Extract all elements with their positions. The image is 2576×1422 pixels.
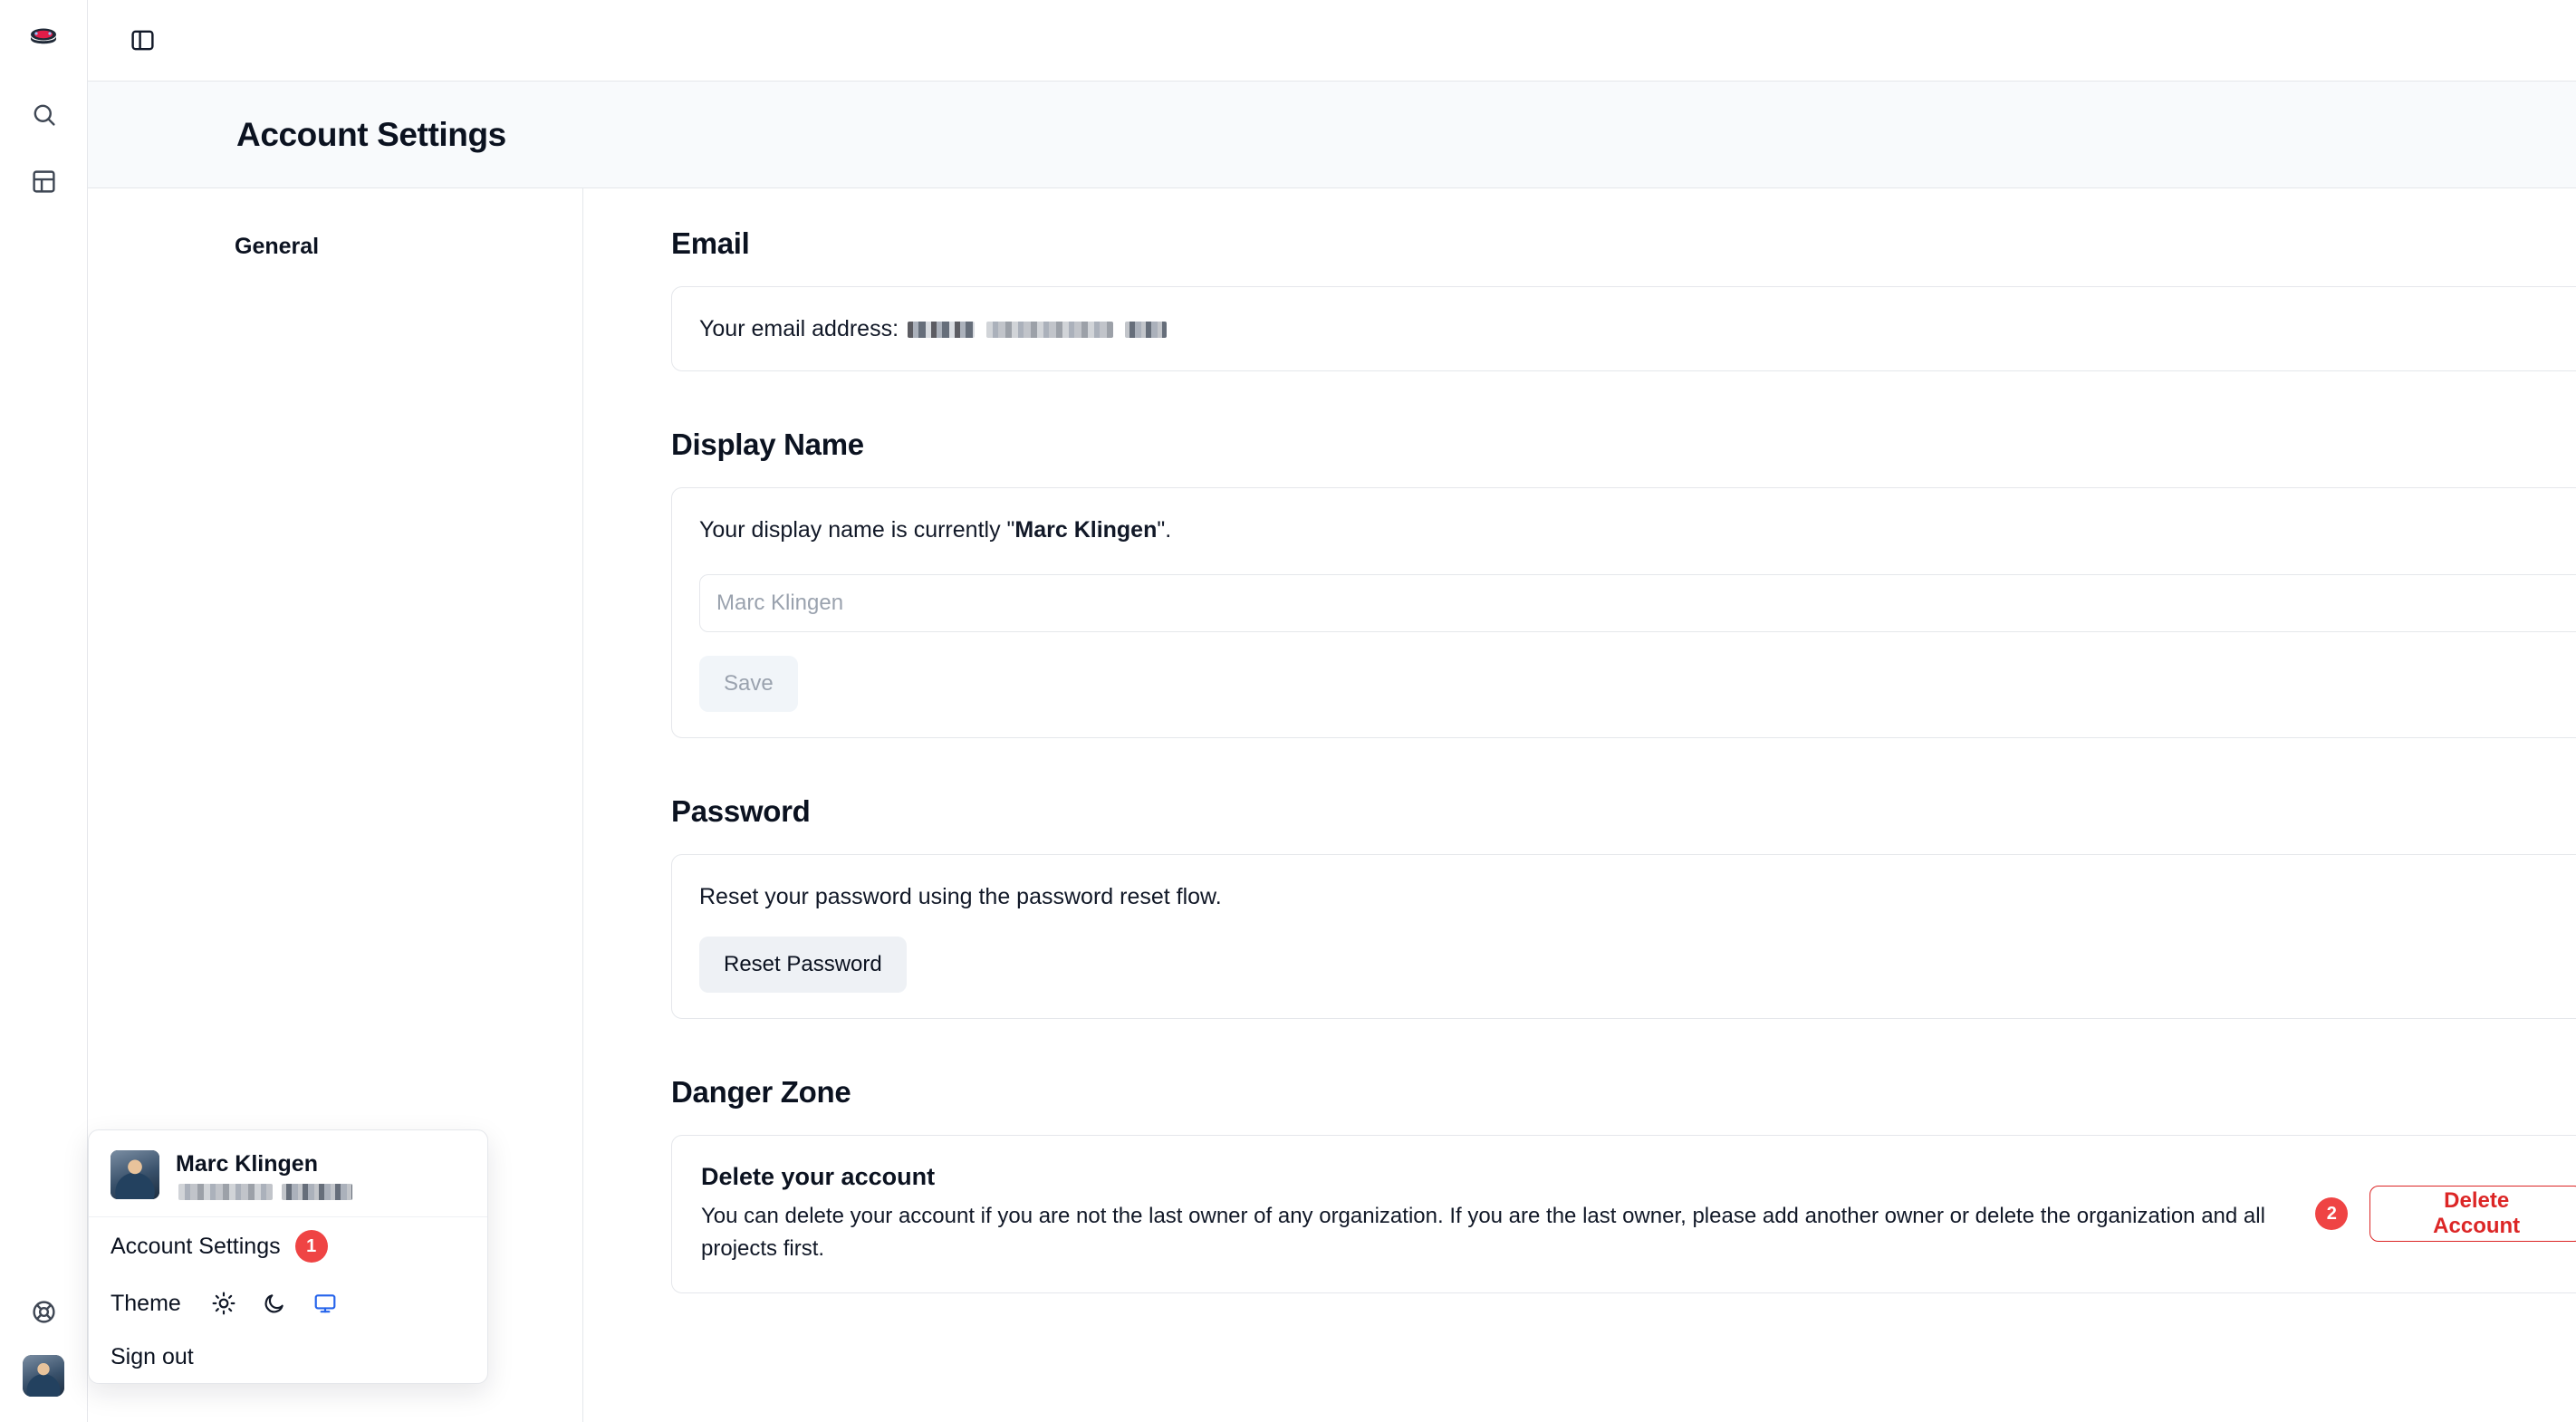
delete-account-card (671, 1135, 2576, 1293)
icon-rail (0, 0, 88, 1422)
grid-icon[interactable] (20, 158, 67, 205)
email-redacted-part-3 (1125, 322, 1167, 338)
settings-content (583, 188, 2576, 1422)
save-button[interactable]: Save (699, 656, 798, 712)
display-name-description (699, 514, 2576, 546)
menu-item-sign-out-label: Sign out (111, 1344, 194, 1369)
email-redacted-part-1 (908, 322, 975, 338)
page-title: Account Settings (236, 115, 506, 153)
popover-avatar (111, 1150, 159, 1199)
email-redacted-part-2 (986, 322, 1113, 338)
moon-icon[interactable] (259, 1288, 290, 1319)
page-header (88, 82, 2576, 188)
annotation-badge-2: 2 (2315, 1197, 2348, 1230)
display-name-description-prefix: Your display name is currently " (699, 517, 1015, 543)
display-name-input[interactable] (699, 574, 2576, 632)
display-name-description-suffix: ". (1157, 517, 1172, 543)
menu-item-sign-out[interactable] (89, 1331, 487, 1383)
delete-account-button[interactable]: Delete Account (2369, 1186, 2576, 1242)
email-label: Your email address: (699, 316, 899, 341)
password-description: Reset your password using the password reset flow. (699, 883, 1222, 909)
menu-item-theme-label: Theme (111, 1290, 181, 1316)
danger-zone-section-title: Danger Zone (671, 1074, 851, 1109)
password-card (671, 854, 2576, 1019)
top-bar (88, 0, 2576, 82)
rail-bottom-group (0, 1288, 87, 1397)
reset-password-button[interactable]: Reset Password (699, 937, 907, 993)
display-name-card (671, 487, 2576, 737)
popover-user-email-redacted (176, 1184, 355, 1200)
popover-email-redacted-part-2 (282, 1184, 352, 1200)
popover-email-redacted-part-1 (178, 1184, 273, 1200)
delete-account-text (701, 1163, 2293, 1265)
email-card (671, 286, 2576, 371)
menu-item-theme (89, 1275, 487, 1331)
user-menu-popover (88, 1129, 488, 1384)
sidebar-item-general[interactable]: General (235, 234, 320, 259)
email-value-row (699, 312, 2576, 345)
sidebar-toggle-icon[interactable] (122, 21, 162, 61)
display-name-section-title: Display Name (671, 428, 864, 462)
password-section-title: Password (671, 793, 811, 828)
delete-account-description: You can delete your account if you are not the last owner of any organization. If you are the last owner, please add another owner or delete the organization and all projects first. (701, 1203, 2265, 1261)
display-name-current: Marc Klingen (1014, 517, 1158, 543)
search-icon[interactable] (20, 91, 67, 138)
delete-account-heading: Delete your account (701, 1162, 936, 1190)
monitor-icon[interactable] (310, 1288, 341, 1319)
annotation-badge-1: 1 (295, 1230, 328, 1263)
menu-item-account-settings-label: Account Settings (111, 1233, 281, 1259)
popover-user-row (89, 1130, 487, 1217)
support-icon[interactable] (20, 1288, 67, 1335)
theme-options (208, 1288, 341, 1319)
avatar[interactable] (23, 1355, 64, 1397)
sun-icon[interactable] (208, 1288, 239, 1319)
popover-avatar-image (111, 1150, 159, 1199)
menu-item-account-settings[interactable] (89, 1217, 487, 1275)
langfuse-logo-icon[interactable] (24, 18, 63, 58)
email-section-title: Email (671, 226, 750, 260)
popover-user-info (176, 1150, 355, 1200)
avatar-image (23, 1355, 64, 1397)
popover-user-name: Marc Klingen (176, 1150, 318, 1177)
